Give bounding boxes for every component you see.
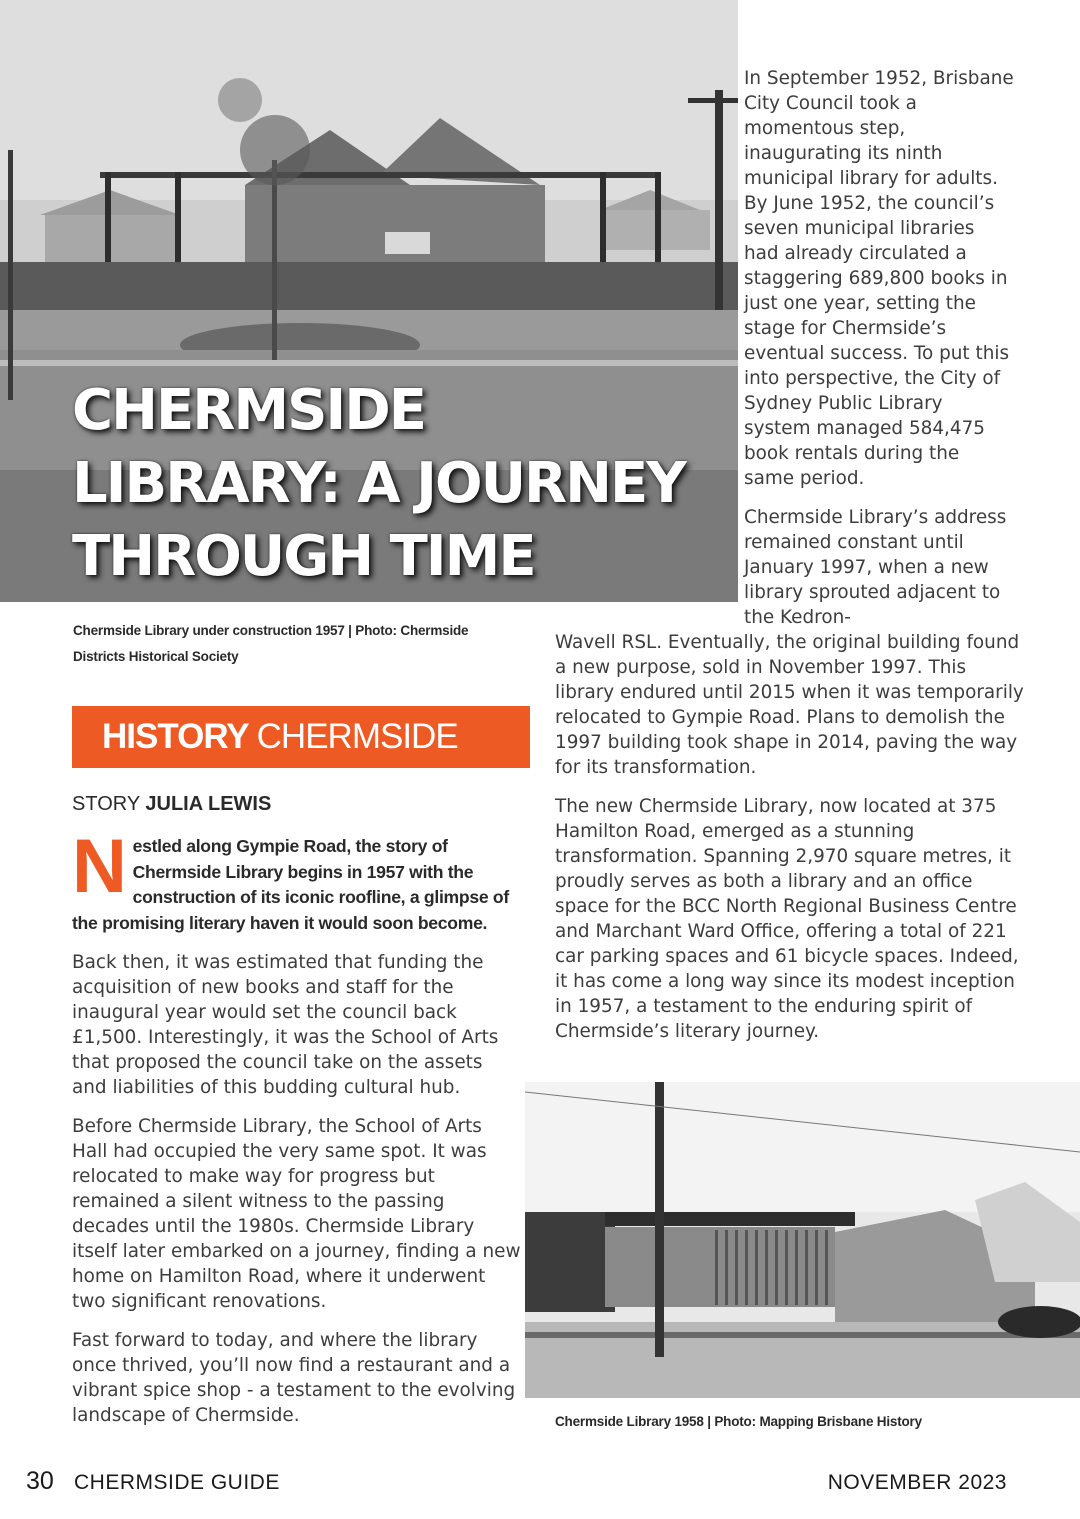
publication-name: CHERMSIDE GUIDE bbox=[74, 1471, 280, 1494]
lead-paragraph bbox=[72, 824, 512, 936]
banner-light: CHERMSIDE bbox=[256, 717, 458, 756]
byline-author: JULIA LEWIS bbox=[145, 793, 272, 815]
paragraph: In September 1952, Brisbane City Council took a momentous step, inaugurating its ninth municipal library for adults. By June 1952, the council’s seven municipal libraries had already circulated a staggering 689,800 books in just one year, setting the stage for Chermside’s eventual success. To put this into perspective, the City of Sydney Public Library system managed 584,475 book rentals during the same period. bbox=[744, 68, 1014, 489]
right-column-middle bbox=[555, 630, 1025, 1058]
issue-date: NOVEMBER 2023 bbox=[827, 1471, 1007, 1494]
paragraph: Chermside Library’s address remained constant until January 1997, when a new library sprouted adjacent to the Kedron- bbox=[744, 507, 1007, 628]
title-line-3: THROUGH TIME bbox=[72, 524, 535, 589]
title-line-2: LIBRARY: A JOURNEY bbox=[72, 451, 685, 516]
byline bbox=[72, 793, 271, 816]
paragraph: Before Chermside Library, the School of Arts Hall had occupied the very same spot. It was relocated to make way for progress but remained a silent witness to the passing decades until the 1980s. Chermside Library itself later embarked on a journey, finding a new home on Hamilton Road, where it underwent two significant renovations. bbox=[72, 1116, 521, 1312]
left-column-body bbox=[72, 950, 522, 1442]
right-column-top bbox=[744, 66, 1014, 644]
library-1958-photo bbox=[525, 1082, 1080, 1398]
lead-text: estled along Gympie Road, the story of Chermside Library begins in 1957 with the construction of its iconic roofline, a glimpse of the promising literary haven it would soon become. bbox=[72, 836, 509, 933]
hero-caption bbox=[73, 618, 513, 670]
page-number: 30 bbox=[26, 1467, 54, 1495]
paragraph: The new Chermside Library, now located at 375 Hamilton Road, emerged as a stunning transformation. Spanning 2,970 square metres, it proudly serves as both a library and an office space for the BCC North Regional Business Centre and Marchant Ward Office, offering a total of 221 car parking spaces and 61 bicycle spaces. Indeed, it has come a long way since its modest inception in 1957, a testament to the enduring spirit of Chermside’s literary journey. bbox=[555, 796, 1019, 1042]
title-line-1: CHERMSIDE bbox=[72, 378, 425, 443]
byline-prefix: STORY bbox=[72, 793, 140, 815]
library-1958-illustration bbox=[525, 1082, 1080, 1398]
paragraph: Wavell RSL. Eventually, the original building found a new purpose, sold in November 1997. This library endured until 2015 when it was temporarily relocated to Gympie Road. Plans to demolish the 1997 building took shape in 2014, paving the way for its transformation. bbox=[555, 632, 1024, 778]
drop-cap: N bbox=[72, 824, 127, 909]
library-1958-caption: Chermside Library 1958 | Photo: Mapping Brisbane History bbox=[555, 1414, 922, 1429]
section-banner bbox=[72, 706, 530, 768]
banner-bold: HISTORY bbox=[102, 717, 249, 756]
caption-line: Districts Historical Society bbox=[73, 649, 239, 664]
page-title bbox=[72, 374, 732, 593]
paragraph: Back then, it was estimated that funding the acquisition of new books and staff for the inaugural year would set the council back £1,500. Interestingly, it was the School of Arts that proposed the council take on the assets and liabilities of this budding cultural hub. bbox=[72, 952, 499, 1098]
paragraph: Fast forward to today, and where the library once thrived, you’ll now find a restaurant and a vibrant spice shop - a testament to the evolving landscape of Chermside. bbox=[72, 1330, 516, 1426]
caption-line: Chermside Library under construction 1957 | Photo: Chermside bbox=[73, 623, 469, 638]
